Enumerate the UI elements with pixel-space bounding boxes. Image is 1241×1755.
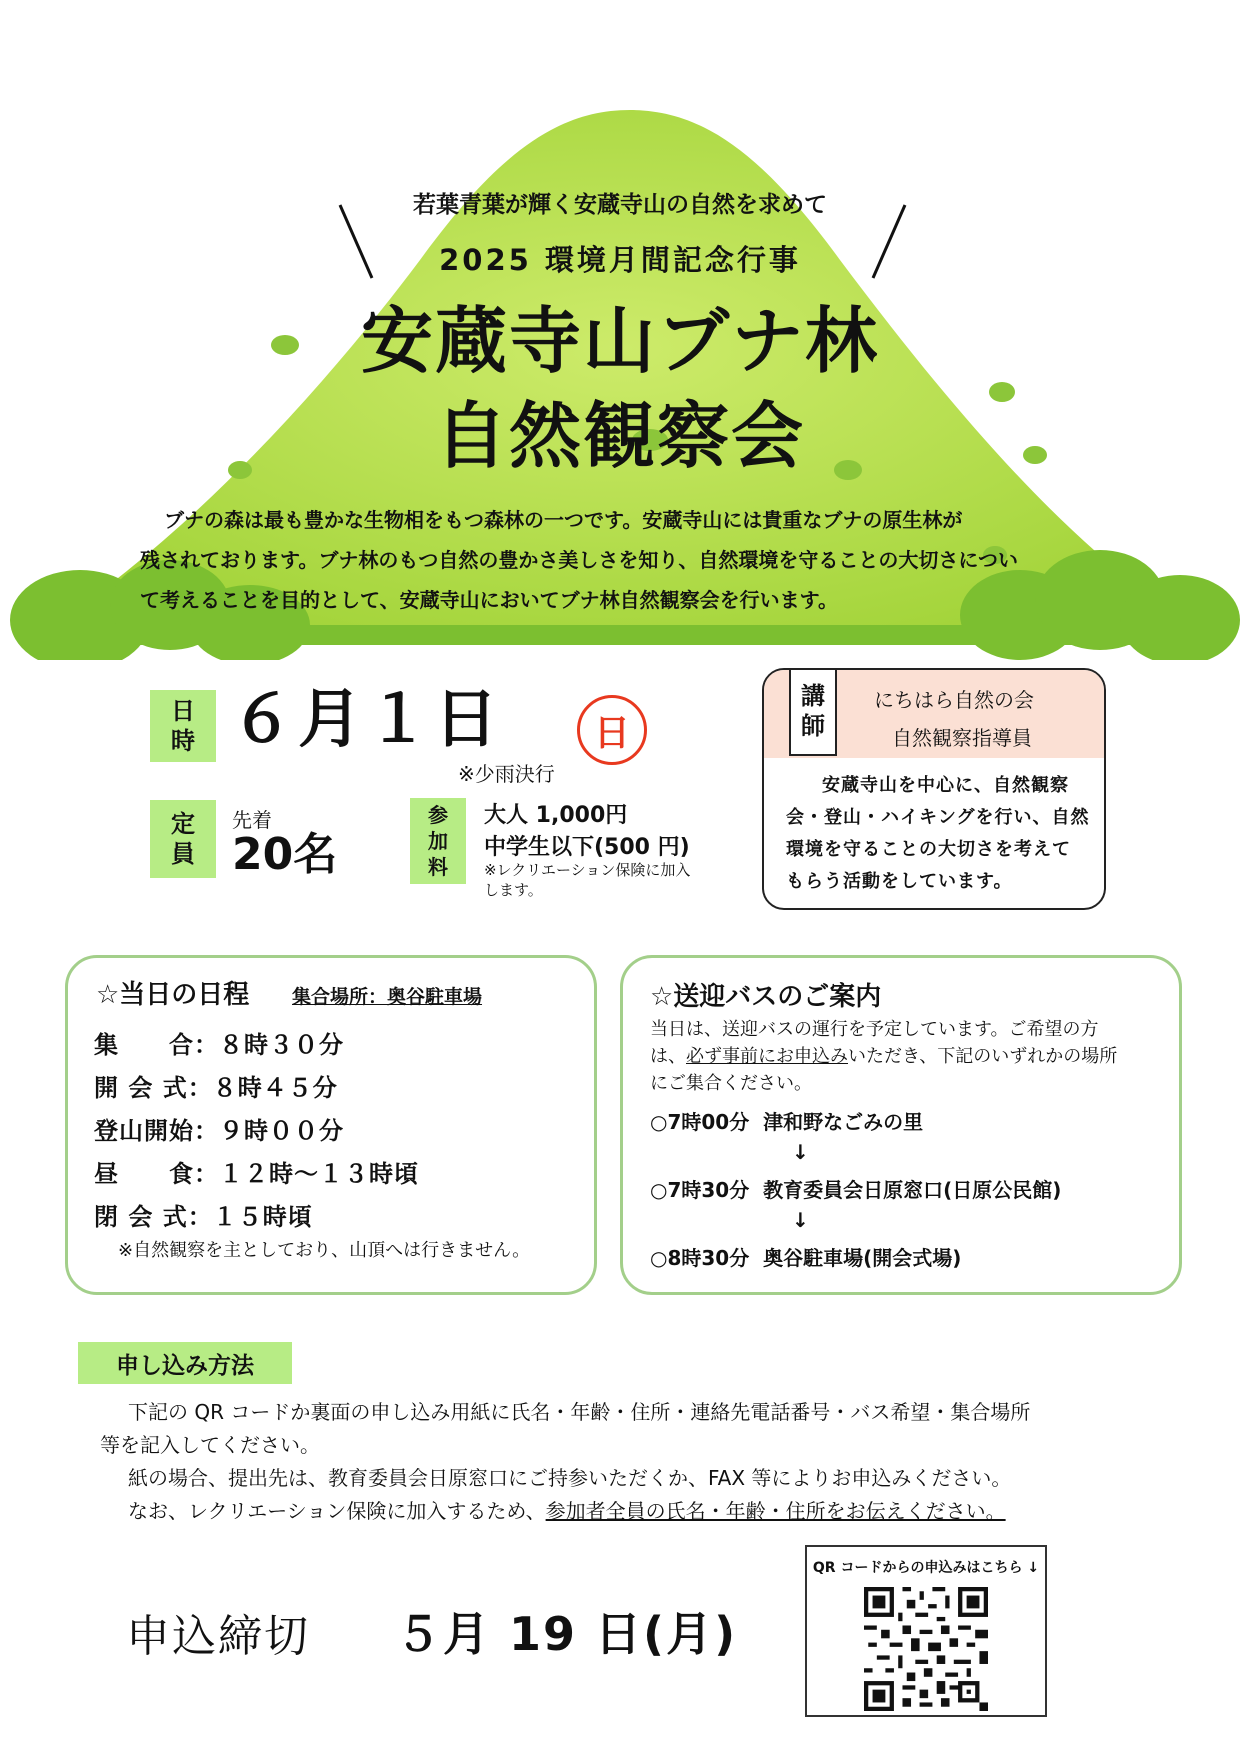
fee-label-char: 参 xyxy=(428,803,448,827)
lecturer-description-line: 安蔵寺山を中心に、自然観察 xyxy=(822,775,1069,796)
schedule-label: 集 合： xyxy=(94,1031,219,1059)
date-label xyxy=(150,690,216,762)
application-line xyxy=(100,1495,1030,1528)
bus-description-emphasis: 必ず事前にお申込み xyxy=(686,1046,848,1067)
application-line: 等を記入してください。 xyxy=(100,1433,320,1457)
schedule-title: ☆当日の日程 xyxy=(96,980,250,1010)
bus-stop-place: 津和野なごみの里 xyxy=(763,1110,924,1134)
schedule-row xyxy=(94,1068,338,1103)
application-heading-text: 申し込み方法 xyxy=(116,1352,254,1379)
bus-stop-time: ○7時30分 xyxy=(650,1178,750,1202)
schedule-label: 昼 食： xyxy=(94,1160,219,1188)
bus-description-part: いただき、下記のいずれかの場所 xyxy=(848,1046,1118,1067)
lecturer-name-line1: にちはら自然の会 xyxy=(874,688,1034,712)
bus-description-line xyxy=(650,1043,1117,1070)
schedule-time: ９時００分 xyxy=(219,1117,344,1145)
schedule-time: ８時４５分 xyxy=(212,1074,338,1102)
bus-description-line: にご集合ください。 xyxy=(650,1073,812,1094)
qr-caption: QR コードからの申込みはこちら ↓ xyxy=(812,1560,1040,1576)
lecturer-description-line: 環境を守ることの大切さを考えて xyxy=(786,839,1071,860)
hero-description xyxy=(140,500,1100,620)
hero-description-line: ブナの森は最も豊かな生物相をもつ森林の一つです。安蔵寺山には貴重なブナの原生林が xyxy=(164,508,963,532)
qr-code[interactable] xyxy=(862,1587,990,1711)
bus-stop-place: 教育委員会日原窓口(日原公民館) xyxy=(763,1178,1062,1202)
lecturer-description-line: もらう活動をしています。 xyxy=(786,871,1013,892)
bus-stop-time: ○7時00分 xyxy=(650,1110,750,1134)
fee-label xyxy=(410,798,466,884)
schedule-label: 閉 会 式： xyxy=(94,1203,213,1231)
down-arrow-icon: ↓ xyxy=(792,1140,809,1164)
date-label-char: 時 xyxy=(171,727,195,755)
fee-child: 中学生以下(500 円) xyxy=(484,835,690,860)
lecturer-label-char: 講 xyxy=(801,682,825,710)
bus-description xyxy=(650,1016,1117,1097)
schedule-label: 開 会 式： xyxy=(94,1074,213,1102)
fee-label-char: 料 xyxy=(428,855,448,879)
hero-description-line: 残されております。ブナ林のもつ自然の豊かさ美しさを知り、自然環境を守ることの大切さについ xyxy=(140,548,1018,572)
schedule-row xyxy=(94,1111,344,1146)
date-note: ※少雨決行 xyxy=(458,762,555,786)
page-title-line1: 安蔵寺山ブナ林 xyxy=(360,299,879,383)
fee-adult: 大人 1,000円 xyxy=(484,803,628,828)
capacity-label xyxy=(150,800,216,878)
qr-box xyxy=(805,1545,1047,1717)
schedule-time: １２時～１３時頃 xyxy=(219,1160,419,1188)
lecturer-card xyxy=(762,668,1106,910)
bus-description-part: は、 xyxy=(650,1046,686,1067)
fee-label-char: 加 xyxy=(428,829,448,853)
capacity-value: 20名 xyxy=(232,829,338,880)
bus-stop xyxy=(650,1106,923,1135)
weekday-text: 日 xyxy=(593,712,630,754)
bus-stop xyxy=(650,1242,961,1271)
bus-title: ☆送迎バスのご案内 xyxy=(650,982,882,1012)
down-arrow-icon: ↓ xyxy=(792,1208,809,1232)
weekday-badge xyxy=(577,695,647,765)
lecturer-name-line2: 自然観察指導員 xyxy=(892,726,1032,750)
lecturer-label-char: 師 xyxy=(801,712,825,740)
lecturer-description xyxy=(786,770,1089,898)
application-line: 紙の場合、提出先は、教育委員会日原窓口にご持参いただくか、FAX 等によりお申込みください。 xyxy=(128,1466,1012,1490)
capacity-label-char: 定 xyxy=(171,810,195,838)
deadline-label: 申込締切 xyxy=(126,1611,310,1662)
capacity-label-char: 員 xyxy=(171,840,195,868)
schedule-row xyxy=(94,1197,313,1232)
schedule-row xyxy=(94,1154,419,1189)
schedule-time: ８時３０分 xyxy=(219,1031,344,1059)
application-text xyxy=(100,1396,1030,1528)
bus-stop-time: ○8時30分 xyxy=(650,1246,750,1270)
page-title-line2: 自然観察会 xyxy=(434,394,805,478)
lecturer-label xyxy=(789,668,837,756)
application-part: なお、レクリエーション保険に加入するため、 xyxy=(128,1499,546,1523)
lecturer-description-line: 会・登山・ハイキングを行い、自然 xyxy=(786,807,1090,828)
fee-note-line: ※レクリエーション保険に加入 xyxy=(484,861,691,879)
schedule-note: ※自然観察を主としており、山頂へは行きません。 xyxy=(118,1240,531,1261)
hero-description-line: て考えることを目的として、安蔵寺山においてブナ林自然観察会を行います。 xyxy=(140,588,838,612)
application-line: 下記の QR コードか裏面の申し込み用紙に氏名・年齢・住所・連絡先電話番号・バス希望・集合場所 xyxy=(128,1400,1031,1424)
event-line: 2025 環境月間記念行事 xyxy=(439,243,801,277)
schedule-row xyxy=(94,1025,344,1060)
application-emphasis: 参加者全員の氏名・年齢・住所をお伝えください。 xyxy=(545,1499,1006,1523)
event-date: ６月１日 xyxy=(230,683,502,757)
bus-stop-place: 奥谷駐車場(開会式場) xyxy=(763,1246,962,1270)
bus-stop xyxy=(650,1174,1061,1203)
schedule-label: 登山開始： xyxy=(94,1117,219,1145)
deadline-value: ５月 19 日(月) xyxy=(395,1607,738,1661)
fee-note-line: します。 xyxy=(484,881,543,899)
catchphrase: 若葉青葉が輝く安蔵寺山の自然を求めて xyxy=(413,192,827,218)
bus-description-line: 当日は、送迎バスの運行を予定しています。ご希望の方 xyxy=(650,1019,1099,1040)
capacity-prefix: 先着 xyxy=(232,808,272,832)
meeting-place: 集合場所：奥谷駐車場 xyxy=(292,986,483,1008)
fee-note xyxy=(484,860,690,900)
application-heading xyxy=(78,1342,292,1384)
date-label-char: 日 xyxy=(171,697,195,725)
schedule-time: １５時頃 xyxy=(212,1203,313,1231)
